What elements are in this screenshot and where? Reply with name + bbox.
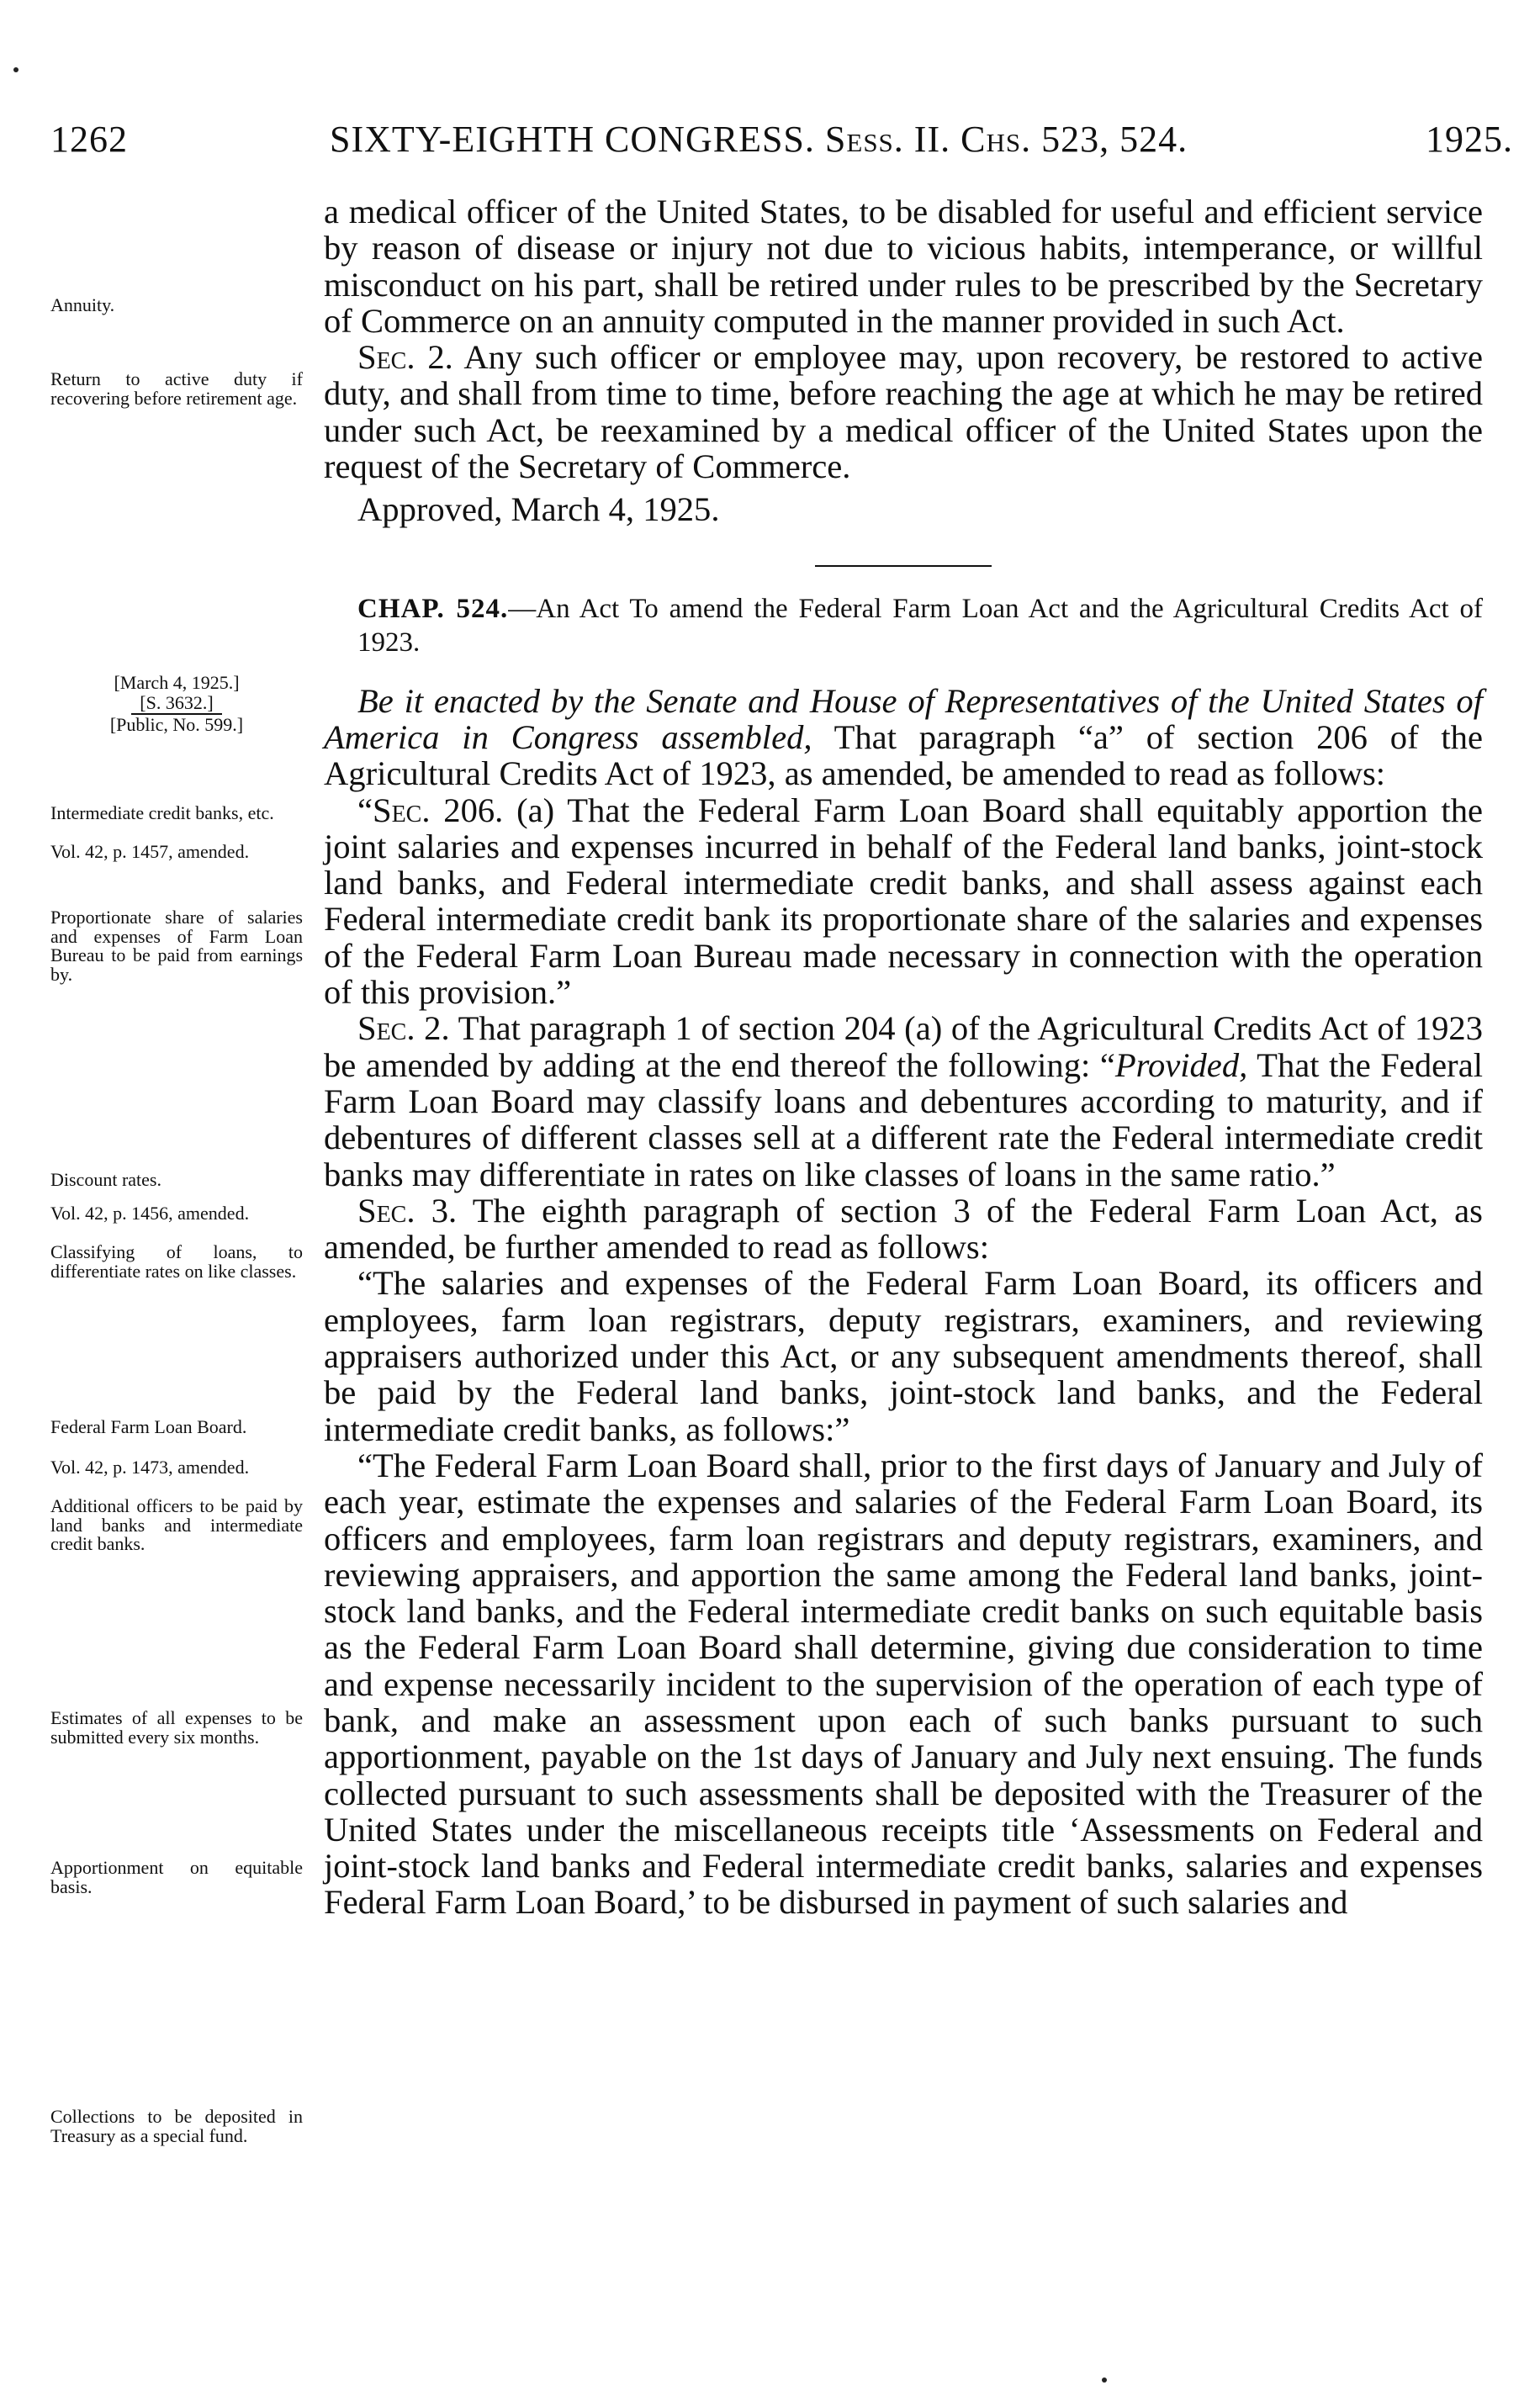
year-label: 1925. bbox=[1426, 119, 1513, 160]
congress-label: SIXTY-EIGHTH CONGRESS. bbox=[330, 119, 815, 160]
chapter-title: —An Act To amend the Federal Farm Loan Act and the Agricultural Credits Act of 1923. bbox=[357, 593, 1483, 658]
section-text: That paragraph 1 of section 204 (a) of the Agricultural Credits Act of 1923 be amended by adding at the end thereof the following: “ bbox=[324, 1009, 1484, 1084]
margin-note-estimates: Estimates of all expenses to be submitted every six months. bbox=[50, 1707, 303, 1748]
section-2b-paragraph bbox=[324, 1010, 1483, 1192]
scan-speck bbox=[1102, 2377, 1107, 2383]
section-label: Sec. 2. bbox=[357, 1009, 450, 1048]
margin-note-collections: Collections to be deposited in Treasury as a special fund. bbox=[50, 2106, 303, 2146]
scan-speck bbox=[13, 67, 19, 72]
margin-note-federal-board: Federal Farm Loan Board. bbox=[50, 1416, 247, 1437]
section-text: The eighth paragraph of section 3 of the Federal Farm Loan Act, as amended, be further amended to read as follows: bbox=[324, 1191, 1483, 1267]
chapter-number: CHAP. 524. bbox=[357, 593, 509, 624]
section-2-paragraph bbox=[324, 339, 1483, 484]
section-text: (a) That the Federal Farm Loan Board shall equitably apportion the joint salaries and expenses incurred in behalf of the Federal land banks, joint-stock land banks, and Federal intermediate credit banks, and shall assess against each Federal intermediate credit bank its proportionate share of the salaries and expenses of the Federal Farm Loan Bureau made necessary in connection with the operation of this provision.” bbox=[324, 791, 1483, 1012]
margin-note-return-to-duty: Return to active duty if recovering before retirement age. bbox=[50, 368, 303, 409]
approved-line: Approved, March 4, 1925. bbox=[357, 490, 720, 529]
section-206-paragraph bbox=[324, 792, 1483, 1011]
section-label: Sec. 2. bbox=[357, 338, 453, 377]
margin-note-vol42-1457: Vol. 42, p. 1457, amended. bbox=[50, 841, 250, 862]
session-label: Sess. II. bbox=[824, 119, 951, 160]
section-3-paragraph bbox=[324, 1193, 1483, 1266]
section-label: “Sec. 206. bbox=[357, 791, 504, 829]
enacting-clause: Be it enacted by the Senate and House of Representatives of the United States of America in Congress assembled, bbox=[324, 681, 1483, 756]
margin-note-proportionate-share: Proportionate share of salaries and expenses of Farm Loan Bureau to be paid from earnings by. bbox=[50, 907, 303, 985]
enacting-paragraph bbox=[324, 683, 1483, 792]
chapter-divider bbox=[815, 565, 992, 567]
chapters-label: Chs. 523, 524. bbox=[961, 119, 1188, 160]
margin-note-classifying-loans: Classifying of loans, to differentiate rates on like classes. bbox=[50, 1241, 303, 1282]
ref-date: [March 4, 1925.] bbox=[114, 672, 240, 693]
main-text-column bbox=[324, 193, 1483, 1921]
margin-note-vol42-1456: Vol. 42, p. 1456, amended. bbox=[50, 1203, 250, 1224]
section-label: Sec. 3. bbox=[357, 1191, 458, 1230]
margin-note-intermediate-banks: Intermediate credit banks, etc. bbox=[50, 802, 274, 823]
running-title bbox=[330, 118, 1188, 161]
section-text-continued: That the Federal Farm Loan Board may classify loans and debentures according to maturity, and if debentures of different classes sell at a different rate the Federal intermediate credit banks may differentiate in rates on like classes of loans in the same ratio.” bbox=[324, 1045, 1483, 1193]
margin-note-discount-rates: Discount rates. bbox=[50, 1169, 161, 1190]
margin-note-annuity: Annuity. bbox=[50, 294, 115, 315]
continuation-paragraph: a medical officer of the United States, to be disabled for useful and efficient service by reason of disease or injury not due to vicious habits, intemperance, or willful misconduct on his part, shall be retired under rules to be prescribed by the Secretary of Commerce on an annuity computed in the manner provided in such Act. bbox=[324, 193, 1483, 340]
margin-note-apportionment: Apportionment on equitable basis. bbox=[50, 1857, 303, 1897]
ref-bill: [S. 3632.] bbox=[131, 693, 221, 715]
page-number: 1262 bbox=[50, 119, 128, 160]
quoted-paragraph-estimates: “The Federal Farm Loan Board shall, prior to the first days of January and July of each year, estimate the expenses and salaries of the Federal Farm Loan Board, its officers and employees, farm loan registrars and deputy registrars, examiners, and reviewing appraisers, and apportion the same among the Federal land banks, joint-stock land banks, and the Federal intermediate credit banks on such equitable basis as the Federal Farm Loan Board shall determine, giving due consideration to time and expense necessarily incident to the supervision of the operation of each type of bank, and make an assessment upon each of such banks pursuant to such apportionment, payable on the 1st days of January and July next ensuing. The funds collected pursuant to such assessments shall be deposited with the Treasurer of the United States under the miscellaneous receipts title ‘Assessments on Federal and joint-stock land banks and Federal intermediate credit banks, salaries and expenses Federal Farm Loan Board,’ to be disbursed in payment of such salaries and bbox=[324, 1446, 1483, 1922]
provided-word: Provided, bbox=[1114, 1045, 1248, 1084]
enacting-text: That paragraph “a” of section 206 of the Agricultural Credits Act of 1923, as amended, be amended to read as follows: bbox=[324, 717, 1483, 793]
margin-note-vol42-1473: Vol. 42, p. 1473, amended. bbox=[50, 1457, 250, 1478]
ref-public: [Public, No. 599.] bbox=[109, 714, 244, 735]
bill-reference bbox=[50, 673, 303, 735]
margin-note-additional-officers: Additional officers to be paid by land banks and intermediate credit banks. bbox=[50, 1495, 303, 1554]
quoted-paragraph-salaries: “The salaries and expenses of the Federal Farm Loan Board, its officers and employees, farm loan registrars, deputy registrars, examiners, and reviewing appraisers authorized under this Act, or any subsequent amendments thereof, shall be paid by the Federal land banks, joint-stock land banks, and the Federal intermediate credit banks, as follows:” bbox=[324, 1264, 1483, 1448]
section-text: Any such officer or employee may, upon recovery, be restored to active duty, and shall from time to time, before reaching the age at which he may be retired under such Act, be reexamined by a medical officer of the United States upon the request of the Secretary of Commerce. bbox=[324, 338, 1483, 486]
chapter-heading bbox=[324, 592, 1483, 659]
